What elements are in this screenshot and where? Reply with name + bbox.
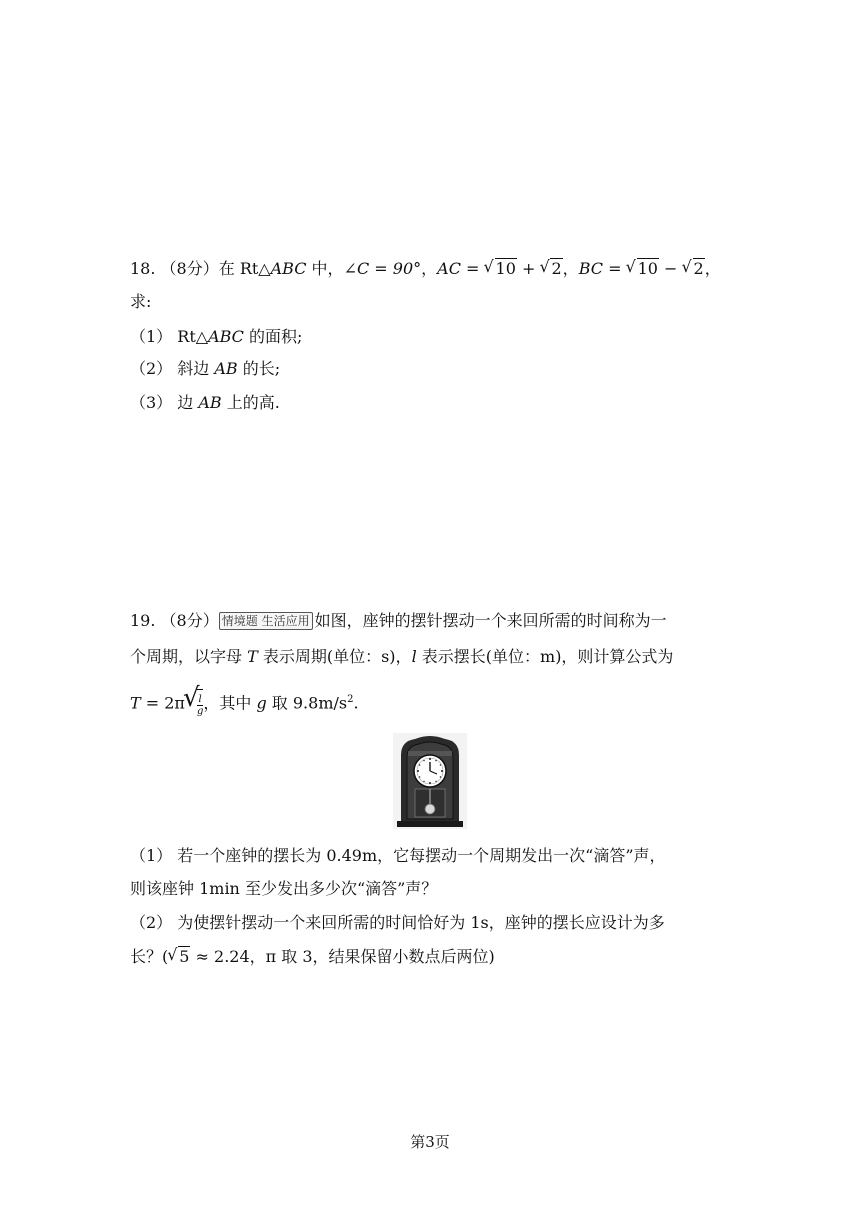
q18-ac-plus: + <box>516 259 541 278</box>
q19-line3 <box>130 686 359 719</box>
q18-part2-var: AB <box>214 359 238 378</box>
q19-part1-line2: 则该座钟 1min 至少发出多少次“滴答”声？ <box>130 879 438 898</box>
q18-sep2: ， <box>562 259 579 278</box>
q19-exponent: 2 <box>347 694 354 705</box>
q19-part2-line2-a: 长？( <box>130 947 169 966</box>
q18-ask: 求: <box>130 292 152 311</box>
q18-ac-sqrt1 <box>485 259 517 279</box>
page-number: 第3页 <box>410 1133 450 1151</box>
q18-part1-var: ABC <box>208 327 244 346</box>
q18-ac-radicand1: 10 <box>495 259 516 278</box>
q19-formula-sqrt <box>185 689 203 719</box>
pendulum-clock-image <box>393 733 467 829</box>
q18-ac-label: AC <box>437 259 461 278</box>
q18-sep1: ， <box>421 259 438 278</box>
q19-part2-radicand: 5 <box>179 947 190 966</box>
q19-var-T: T <box>247 647 258 666</box>
q18-part2-label: （2） <box>130 359 173 378</box>
q19-part2-line2 <box>130 947 495 967</box>
q19-line2 <box>130 647 673 667</box>
q18-bc-minus: − <box>658 259 683 278</box>
q18-part2 <box>130 359 280 379</box>
q18-bc-sqrt1 <box>627 259 659 279</box>
q18-line1 <box>130 259 721 279</box>
q18-part1 <box>130 327 302 347</box>
q18-bc-radicand1: 10 <box>637 259 658 278</box>
q18-bc-eq: = <box>602 259 627 278</box>
q19-tag-badge <box>219 612 313 630</box>
q18-score: （8分） <box>160 259 219 278</box>
q18-part3-label: （3） <box>130 393 173 412</box>
q19-tag-application: 生活应用 <box>261 614 310 628</box>
q19-line2-b: 表示周期(单位：s)， <box>257 647 412 666</box>
q19-line1 <box>130 611 667 631</box>
q19-part2-line1: （2） 为使摆针摆动一个来回所需的时间恰好为 1s，座钟的摆长应设计为多 <box>130 913 665 932</box>
q18-ac-sqrt2 <box>540 259 562 279</box>
q19-line3-b: 取 9.8m/s <box>266 693 348 713</box>
q19-text-line1: 如图，座钟的摆针摆动一个来回所需的时间称为一 <box>314 611 667 630</box>
q19-var-l: l <box>411 647 417 666</box>
q18-ac-radicand2: 2 <box>551 259 562 278</box>
q18-angle: ∠C = 90° <box>343 259 422 278</box>
q19-part2-line2-b: ≈ 2.24，π 取 3，结果保留小数点后两位) <box>190 947 495 966</box>
q18-part3 <box>130 393 280 413</box>
q18-part3-post: 上的高. <box>221 393 280 412</box>
q18-triangle-name: ABC <box>270 259 307 278</box>
q19-part1-line1: （1） 若一个座钟的摆长为 0.49m，它每摆动一个周期发出一次“滴答”声， <box>130 846 666 865</box>
q19-formula-den: g <box>196 705 204 717</box>
q18-ac-eq: = <box>460 259 485 278</box>
q19-line3-c: . <box>353 693 359 713</box>
q19-part2-sqrt <box>168 947 190 967</box>
q18-part3-pre: 边 <box>172 393 199 412</box>
q18-bc-sqrt2 <box>683 259 705 279</box>
q18-part1-label: （1） <box>130 327 173 346</box>
q18-part1-pre: Rt△ <box>172 327 209 346</box>
q19-formula-eq: = 2π <box>140 693 185 713</box>
q18-part1-post: 的面积; <box>243 327 303 346</box>
q18-stem-mid: 中， <box>306 259 344 278</box>
q19-formula-num: √ l <box>198 693 202 705</box>
q19-line2-c: 表示摆长(单位：m)，则计算公式为 <box>416 647 674 666</box>
q18-part3-var: AB <box>198 393 222 412</box>
q19-formula-T: T <box>130 693 141 713</box>
q18-number: 18. <box>130 259 156 278</box>
q19-line2-a: 个周期，以字母 <box>130 647 248 666</box>
q19-tag-scenario: 情境题 <box>221 614 258 628</box>
q19-line3-a: ，其中 <box>203 693 257 713</box>
q18-stem-intro: 在 Rt△ <box>218 259 271 278</box>
q19-var-g: g <box>256 693 267 713</box>
q18-part2-post: 的长; <box>237 359 281 378</box>
q18-bc-label: BC <box>578 259 603 278</box>
q19-number: 19. <box>130 611 156 630</box>
q19-formula-radicand <box>197 689 203 719</box>
q18-part2-pre: 斜边 <box>172 359 215 378</box>
q19-formula-fraction <box>197 694 203 717</box>
q18-bc-radicand2: 2 <box>693 259 704 278</box>
q18-sep3: ， <box>704 259 721 278</box>
q19-score: （8分） <box>160 611 219 630</box>
